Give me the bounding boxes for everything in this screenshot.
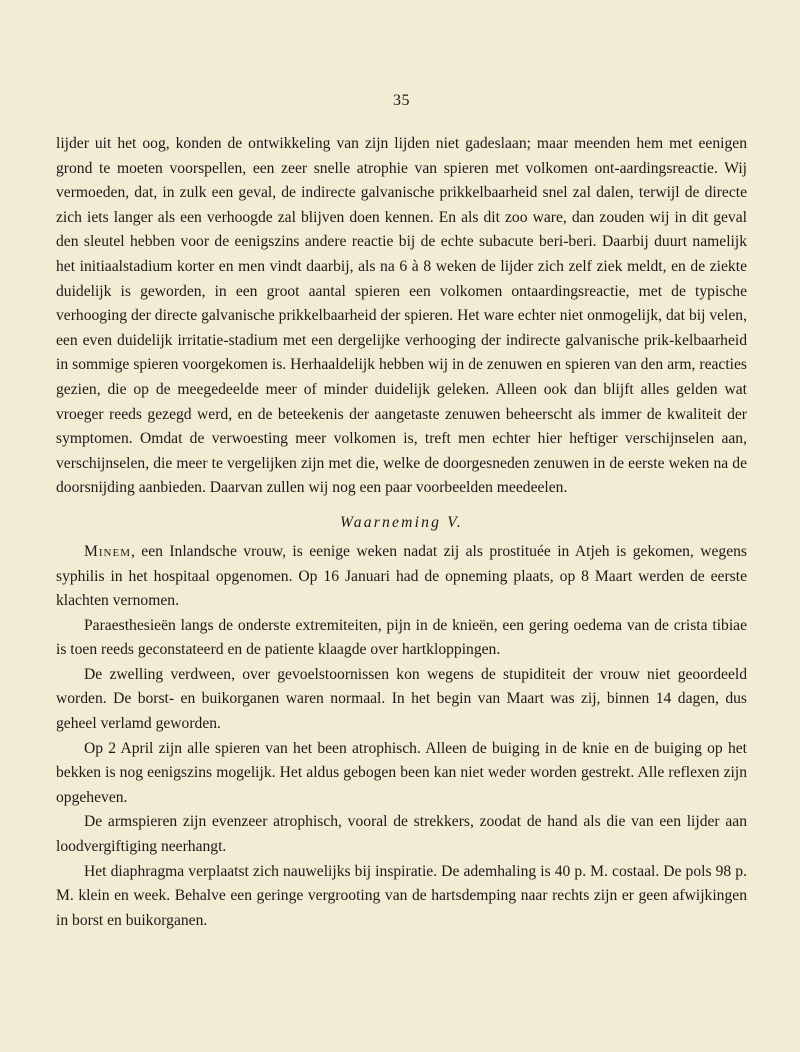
paragraph-text: Op 2 April zijn alle spieren van het been atrophisch. Alleen de buiging in de knie en de buiging op het bekken is nog eenigszins mogelijk. Het aldus gebogen been kan niet weder worden gestrekt. Alle reflexen zijn opgeheven. bbox=[56, 739, 747, 806]
paragraph bbox=[56, 860, 747, 934]
paragraph-text: De zwelling verdween, over gevoelstoornissen kon wegens de stupiditeit der vrouw niet geoordeeld worden. De borst- en buikorganen waren normaal. In het begin van Maart was zij, binnen 14 dagen, dus geheel verlamd geworden. bbox=[56, 665, 747, 733]
case-intro-paragraph bbox=[56, 540, 747, 614]
paragraph-text: De armspieren zijn evenzeer atrophisch, vooral de strekkers, zoodat de hand als die van een lijder aan loodvergiftiging neerhangt. bbox=[56, 813, 747, 856]
section-heading: Waarneming V. bbox=[339, 513, 464, 531]
paragraph bbox=[56, 663, 747, 737]
paragraph: lijder uit het oog, konden de ontwikkeling van zijn lijden niet gadeslaan; maar meenden hem met eenigen grond te moeten voorspellen, een zeer snelle atrophie van spieren met volkomen ont-aardingsreactie. Wij vermoeden, dat, in zulk een geval, de indirecte galvanische prikkelbaarheid snel zal dalen, terwijl de directe zich iets langer als een verhoogde zal blijven doen kennen. En als dit zoo ware, dan zouden wij in dit geval den sleutel hebben voor de eenigszins andere reactie bij de echte subacute beri-beri. Daarbij duurt namelijk het initiaalstadium korter en men vindt daarbij, als na 6 à 8 weken de lijder zich zelf ziek meldt, en de ziekte duidelijk is geworden, in een groot aantal spieren een volkomen ontaardingsreactie, met de typische verhooging der directe galvanische prikkelbaarheid der spieren. Het ware echter niet onmogelijk, dat bij velen, een even duidelijk irritatie-stadium met een dergelijke verhooging der indirecte galvanische prik-kelbaarheid in sommige spieren voorgekomen is. Herhaaldelijk hebben wij in de zenuwen en spieren van den arm, reacties gezien, die op de meegedeelde meer of minder duidelijk geleken. Alleen ook dan blijft alles gelden wat vroeger reeds gezegd werd, en de beteekenis der aangetaste zenuwen beheerscht als immer de kwaliteit der symptomen. Omdat de verwoesting meer volkomen is, treft men echter hier heftiger verschijnselen aan, verschijnselen, die meer te vergelijken zijn met die, welke de doorgesneden zenuwen in de eerste weken na de doorsnijding aanbieden. Daarvan zullen wij nog een paar voorbeelden meedeelen. bbox=[56, 135, 747, 497]
body-text bbox=[56, 132, 747, 933]
page-number: 35 bbox=[393, 92, 410, 109]
paragraph bbox=[56, 614, 747, 663]
patient-name: Minem bbox=[84, 542, 131, 560]
case-intro-text: , een Inlandsche vrouw, is eenige weken nadat zij als prostituée in Atjeh is gekomen, wegens syphilis in het hospitaal opgenomen. Op 16 Januari had de opneming plaats, op 8 Maart werden de eerste klachten vernomen. bbox=[56, 542, 747, 610]
paragraph bbox=[56, 737, 747, 811]
paragraph-text: Het diaphragma verplaatst zich nauwelijks bij inspiratie. De ademhaling is 40 p. M. costaal. De pols 98 p. M. klein en week. Behalve een geringe vergrooting van de hartsdemping naar rechts zijn er geen afwijkingen in borst en buikorganen. bbox=[56, 862, 747, 929]
paragraph-text: Paraesthesieën langs de onderste extremiteiten, pijn in de knieën, een gering oedema van de crista tibiae is toen reeds geconstateerd en de patiente klaagde over hartkloppingen. bbox=[56, 616, 747, 659]
paragraph bbox=[56, 810, 747, 859]
